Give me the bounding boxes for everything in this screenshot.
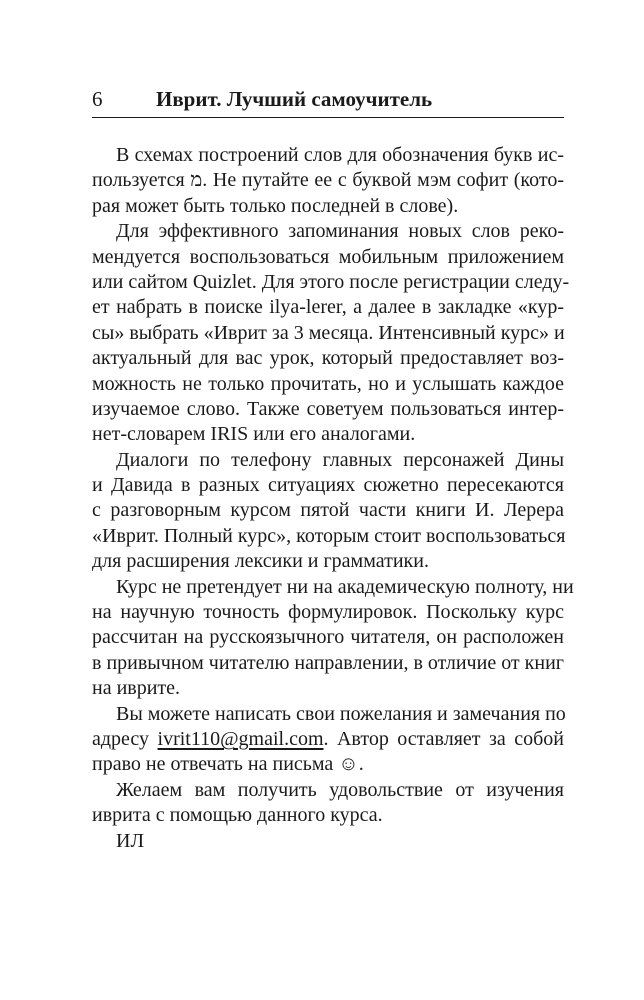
paragraph-3-line-5: для расширения лексики и грамматики. <box>92 550 429 573</box>
paragraph-2-line-6: актуальный для вас урок, который предоставляет воз- <box>92 347 564 370</box>
page-number: 6 <box>92 87 103 111</box>
paragraph-2-line-7: можность не только прочитать, но и услышать каждое <box>92 372 564 395</box>
body-text <box>92 143 574 854</box>
author-signature: ИЛ <box>116 829 145 852</box>
paragraph-2-line-5: сы» выбрать «Иврит за 3 месяца. Интенсивный курс» и <box>92 321 565 344</box>
paragraph-2-line-2: мендуется воспользоваться мобильным приложением <box>92 245 564 268</box>
paragraph-3-line-1: Диалоги по телефону главных персонажей Дины <box>116 448 564 471</box>
paragraph-1-line-3: рая может быть только последней в слове). <box>92 194 459 217</box>
paragraph-1-line-1: В схемах построений слов для обозначения букв ис- <box>116 144 564 166</box>
paragraph-4-line-3: рассчитан на русскоязычного читателя, он расположен <box>92 626 564 649</box>
paragraph-2-line-9: нет-словарем IRIS или его аналогами. <box>92 423 416 446</box>
email-link[interactable]: ivrit110@gmail.com <box>157 727 324 750</box>
paragraph-5-line-1: Вы можете написать свои пожелания и замечания по <box>116 702 566 725</box>
paragraph-4-line-1: Курс не претендует ни на академическую полноту, ни <box>116 575 574 598</box>
paragraph-5-line-2 <box>92 727 564 752</box>
paragraph-6-line-2: иврита с помощью данного курса. <box>92 804 383 827</box>
address-prefix: адресу <box>92 727 158 750</box>
paragraph-4-line-5: на иврите. <box>92 677 181 700</box>
paragraph-2-line-1: Для эффективного запоминания новых слов реко- <box>116 220 564 243</box>
paragraph-4-line-4: в привычном читателю направлении, в отличие от книг <box>92 651 565 674</box>
paragraph-3-line-2: и Давида в разных ситуациях сюжетно пересекаются <box>92 474 564 497</box>
paragraph-6-line-1: Желаем вам получить удовольствие от изучения <box>116 778 564 801</box>
book-title: Иврит. Лучший самоучитель <box>156 87 433 111</box>
paragraph-5-line-3: право не отвечать на письма ☺. <box>92 753 364 776</box>
address-suffix: . Автор оставляет за собой <box>323 727 564 750</box>
paragraph-4-line-2: на научную точность формулировок. Поскольку курс <box>92 601 564 624</box>
paragraph-2-line-3: или сайтом Quizlet. Для этого после регистрации следу- <box>92 270 570 293</box>
paragraph-2-line-8: изучаемое слово. Также советуем пользоваться интер- <box>92 397 564 420</box>
paragraph-3-line-4: «Иврит. Полный курс», которым стоит воспользоваться <box>92 524 566 547</box>
paragraph-1-line-2: пользуется מ. Не путайте ее с буквой мэм софит (кото- <box>92 169 564 192</box>
paragraph-2-line-4: ет набрать в поиске ilya-lerer, а далее в закладке «кур- <box>92 296 564 319</box>
running-header <box>92 86 564 112</box>
paragraph-3-line-3: с разговорным курсом пятой части книги И. Лерера <box>92 499 564 522</box>
header-rule <box>92 117 564 118</box>
